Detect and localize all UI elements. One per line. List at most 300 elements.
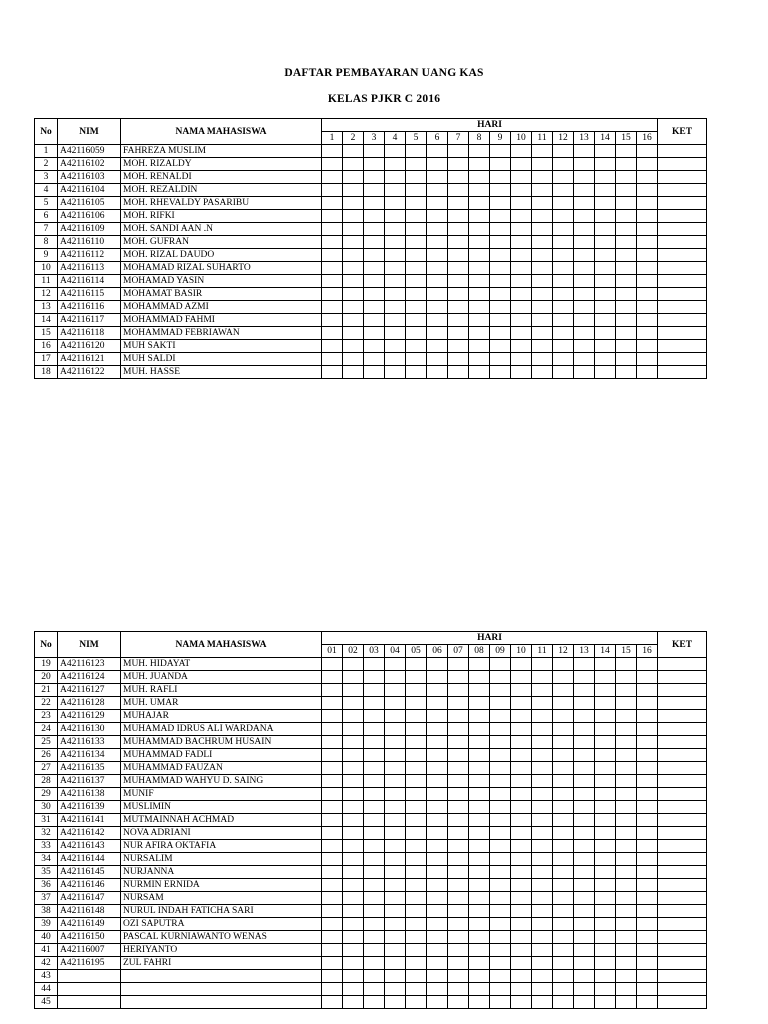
payment-cell (511, 288, 532, 301)
payment-cell (616, 340, 637, 353)
payment-cell (595, 366, 616, 379)
day-header: 16 (637, 645, 658, 658)
payment-cell (532, 684, 553, 697)
payment-cell (595, 327, 616, 340)
payment-cell (469, 892, 490, 905)
row-no: 44 (35, 983, 58, 996)
payment-cell (448, 983, 469, 996)
payment-cell (595, 905, 616, 918)
payment-cell (469, 996, 490, 1009)
payment-cell (532, 866, 553, 879)
payment-cell (595, 314, 616, 327)
payment-cell (322, 827, 343, 840)
payment-cell (616, 262, 637, 275)
payment-cell (616, 736, 637, 749)
payment-cell (595, 223, 616, 236)
payment-cell (322, 775, 343, 788)
payment-cell (427, 892, 448, 905)
row-no: 10 (35, 262, 58, 275)
row-nama: MOH. RHEVALDY PASARIBU (121, 197, 322, 210)
payment-cell (469, 749, 490, 762)
payment-cell (490, 905, 511, 918)
payment-cell (385, 697, 406, 710)
payment-cell (385, 931, 406, 944)
day-header: 1 (322, 132, 343, 145)
row-no: 9 (35, 249, 58, 262)
row-nama: HERIYANTO (121, 944, 322, 957)
payment-cell (511, 944, 532, 957)
payment-cell (322, 723, 343, 736)
row-nim: A42116117 (58, 314, 121, 327)
payment-cell (406, 249, 427, 262)
ket-cell (658, 288, 707, 301)
table-row (35, 801, 707, 814)
payment-cell (406, 684, 427, 697)
payment-cell (406, 262, 427, 275)
row-nama: MUH SALDI (121, 353, 322, 366)
payment-cell (532, 171, 553, 184)
row-nama: MUSLIMIN (121, 801, 322, 814)
payment-cell (322, 983, 343, 996)
payment-cell (385, 775, 406, 788)
payment-cell (511, 340, 532, 353)
row-no: 32 (35, 827, 58, 840)
row-nim: A42116127 (58, 684, 121, 697)
payment-cell (469, 184, 490, 197)
payment-cell (616, 827, 637, 840)
payment-cell (364, 840, 385, 853)
payment-cell (364, 970, 385, 983)
payment-cell (595, 814, 616, 827)
payment-cell (427, 801, 448, 814)
payment-cell (637, 184, 658, 197)
row-nama: NURSALIM (121, 853, 322, 866)
payment-cell (322, 210, 343, 223)
payment-cell (364, 145, 385, 158)
table-row (35, 145, 707, 158)
row-no: 35 (35, 866, 58, 879)
payment-cell (385, 762, 406, 775)
payment-cell (322, 788, 343, 801)
payment-cell (448, 340, 469, 353)
payment-cell (490, 970, 511, 983)
table-row (35, 736, 707, 749)
payment-cell (511, 970, 532, 983)
payment-cell (406, 340, 427, 353)
payment-cell (490, 931, 511, 944)
payment-cell (343, 970, 364, 983)
ket-cell (658, 905, 707, 918)
payment-cell (511, 658, 532, 671)
payment-cell (469, 353, 490, 366)
payment-cell (406, 710, 427, 723)
payment-cell (532, 801, 553, 814)
payment-cell (553, 223, 574, 236)
payment-cell (595, 853, 616, 866)
payment-cell (427, 340, 448, 353)
payment-cell (322, 314, 343, 327)
payment-cell (385, 853, 406, 866)
payment-cell (574, 983, 595, 996)
payment-cell (511, 684, 532, 697)
payment-cell (427, 184, 448, 197)
payment-cell (532, 931, 553, 944)
row-nim: A42116115 (58, 288, 121, 301)
row-nama: MOHAMAD RIZAL SUHARTO (121, 262, 322, 275)
payment-cell (553, 788, 574, 801)
payment-cell (469, 866, 490, 879)
payment-cell (553, 158, 574, 171)
table-row (35, 658, 707, 671)
payment-cell (406, 171, 427, 184)
ket-cell (658, 210, 707, 223)
payment-cell (490, 275, 511, 288)
payment-cell (553, 184, 574, 197)
payment-cell (532, 314, 553, 327)
payment-cell (574, 171, 595, 184)
payment-cell (574, 684, 595, 697)
payment-cell (322, 353, 343, 366)
payment-cell (574, 775, 595, 788)
day-header: 14 (595, 645, 616, 658)
payment-cell (574, 762, 595, 775)
payment-cell (532, 918, 553, 931)
payment-cell (595, 723, 616, 736)
payment-cell (343, 762, 364, 775)
payment-cell (322, 970, 343, 983)
payment-cell (574, 210, 595, 223)
row-nim: A42116147 (58, 892, 121, 905)
payment-cell (532, 145, 553, 158)
payment-cell (322, 288, 343, 301)
day-header: 11 (532, 132, 553, 145)
row-nama: MUHAMMAD FADLI (121, 749, 322, 762)
payment-cell (364, 671, 385, 684)
payment-cell (364, 171, 385, 184)
payment-cell (406, 210, 427, 223)
ket-cell (658, 866, 707, 879)
payment-cell (490, 366, 511, 379)
payment-cell (637, 905, 658, 918)
ket-cell (658, 236, 707, 249)
payment-cell (364, 223, 385, 236)
row-nim: A42116121 (58, 353, 121, 366)
payment-cell (322, 158, 343, 171)
payment-cell (322, 814, 343, 827)
payment-cell (448, 905, 469, 918)
payment-cell (364, 314, 385, 327)
payment-cell (616, 210, 637, 223)
payment-cell (343, 158, 364, 171)
table-row (35, 996, 707, 1009)
payment-cell (574, 327, 595, 340)
row-nama: PASCAL KURNIAWANTO WENAS (121, 931, 322, 944)
payment-cell (322, 171, 343, 184)
payment-cell (343, 184, 364, 197)
payment-cell (385, 944, 406, 957)
ket-cell (658, 723, 707, 736)
payment-cell (532, 996, 553, 1009)
table-row (35, 327, 707, 340)
payment-cell (469, 970, 490, 983)
payment-cell (406, 723, 427, 736)
payment-cell (448, 327, 469, 340)
row-no: 31 (35, 814, 58, 827)
day-header: 2 (343, 132, 364, 145)
payment-cell (490, 301, 511, 314)
payment-cell (511, 814, 532, 827)
ket-cell (658, 970, 707, 983)
ket-cell (658, 145, 707, 158)
payment-cell (322, 262, 343, 275)
payment-cell (427, 866, 448, 879)
payment-cell (490, 879, 511, 892)
payment-cell (364, 262, 385, 275)
payment-cell (343, 301, 364, 314)
payment-cell (595, 970, 616, 983)
row-nim: A42116138 (58, 788, 121, 801)
payment-cell (322, 944, 343, 957)
payment-cell (490, 788, 511, 801)
payment-cell (343, 710, 364, 723)
payment-cell (490, 892, 511, 905)
payment-cell (406, 366, 427, 379)
payment-cell (385, 866, 406, 879)
payment-cell (637, 697, 658, 710)
table-row (35, 944, 707, 957)
table-row (35, 762, 707, 775)
row-no: 37 (35, 892, 58, 905)
payment-cell (637, 879, 658, 892)
payment-cell (343, 658, 364, 671)
ket-cell (658, 171, 707, 184)
payment-cell (364, 749, 385, 762)
payment-cell (595, 671, 616, 684)
payment-cell (469, 853, 490, 866)
payment-cell (469, 197, 490, 210)
payment-cell (637, 710, 658, 723)
payment-cell (406, 775, 427, 788)
payment-cell (490, 262, 511, 275)
row-nim: A42116123 (58, 658, 121, 671)
payment-cell (574, 697, 595, 710)
payment-cell (448, 879, 469, 892)
ket-cell (658, 314, 707, 327)
payment-cell (490, 801, 511, 814)
payment-cell (343, 749, 364, 762)
payment-cell (427, 853, 448, 866)
row-nama: MOH. RIZAL DAUDO (121, 249, 322, 262)
payment-cell (553, 171, 574, 184)
payment-cell (616, 788, 637, 801)
row-no: 41 (35, 944, 58, 957)
payment-cell (616, 684, 637, 697)
payment-cell (427, 957, 448, 970)
payment-cell (616, 236, 637, 249)
payment-cell (574, 957, 595, 970)
row-nama: NURMIN ERNIDA (121, 879, 322, 892)
payment-cell (406, 970, 427, 983)
payment-cell (427, 749, 448, 762)
payment-cell (427, 814, 448, 827)
row-nim: A42116118 (58, 327, 121, 340)
payment-cell (364, 288, 385, 301)
payment-cell (448, 957, 469, 970)
ket-cell (658, 301, 707, 314)
payment-cell (385, 723, 406, 736)
payment-cell (469, 801, 490, 814)
payment-cell (616, 762, 637, 775)
payment-cell (511, 710, 532, 723)
payment-cell (406, 905, 427, 918)
payment-cell (511, 801, 532, 814)
payment-cell (343, 262, 364, 275)
payment-cell (448, 723, 469, 736)
payment-cell (490, 158, 511, 171)
row-no: 17 (35, 353, 58, 366)
table-row (35, 340, 707, 353)
payment-cell (469, 684, 490, 697)
payment-cell (532, 736, 553, 749)
payment-cell (406, 827, 427, 840)
row-nim: A42116139 (58, 801, 121, 814)
payment-cell (616, 775, 637, 788)
payment-cell (469, 983, 490, 996)
payment-cell (616, 970, 637, 983)
payment-cell (364, 788, 385, 801)
day-header: 08 (469, 645, 490, 658)
payment-cell (448, 931, 469, 944)
row-nama: MUH. HIDAYAT (121, 658, 322, 671)
payment-cell (322, 840, 343, 853)
payment-cell (385, 288, 406, 301)
payment-cell (574, 366, 595, 379)
payment-cell (595, 879, 616, 892)
payment-cell (532, 983, 553, 996)
payment-cell (406, 866, 427, 879)
payment-cell (553, 236, 574, 249)
row-nim: A42116135 (58, 762, 121, 775)
payment-cell (637, 801, 658, 814)
day-header: 15 (616, 132, 637, 145)
payment-table-2 (34, 631, 707, 1009)
ket-cell (658, 814, 707, 827)
payment-cell (343, 801, 364, 814)
payment-cell (385, 262, 406, 275)
table-row (35, 671, 707, 684)
payment-cell (616, 957, 637, 970)
ket-cell (658, 249, 707, 262)
payment-cell (637, 853, 658, 866)
payment-cell (427, 983, 448, 996)
payment-cell (469, 723, 490, 736)
payment-cell (616, 249, 637, 262)
payment-cell (448, 918, 469, 931)
payment-cell (427, 918, 448, 931)
payment-cell (574, 918, 595, 931)
payment-cell (490, 314, 511, 327)
payment-cell (595, 775, 616, 788)
day-header: 10 (511, 645, 532, 658)
payment-cell (385, 210, 406, 223)
payment-cell (574, 931, 595, 944)
payment-cell (385, 275, 406, 288)
payment-cell (553, 853, 574, 866)
payment-cell (490, 340, 511, 353)
payment-cell (553, 314, 574, 327)
payment-cell (616, 658, 637, 671)
payment-cell (490, 775, 511, 788)
payment-cell (448, 262, 469, 275)
payment-cell (595, 262, 616, 275)
row-no: 22 (35, 697, 58, 710)
payment-cell (637, 749, 658, 762)
row-nama: MUNIF (121, 788, 322, 801)
payment-cell (490, 236, 511, 249)
table-row (35, 697, 707, 710)
payment-cell (532, 158, 553, 171)
payment-cell (322, 879, 343, 892)
table-row (35, 775, 707, 788)
day-header: 04 (385, 645, 406, 658)
payment-cell (469, 210, 490, 223)
payment-cell (511, 996, 532, 1009)
row-nim (58, 970, 121, 983)
payment-cell (553, 145, 574, 158)
payment-cell (511, 327, 532, 340)
payment-cell (637, 158, 658, 171)
row-no: 5 (35, 197, 58, 210)
row-nama: MOHAMMAD FAHMI (121, 314, 322, 327)
row-nim: A42116195 (58, 957, 121, 970)
payment-cell (343, 996, 364, 1009)
payment-cell (322, 223, 343, 236)
payment-cell (343, 223, 364, 236)
payment-cell (553, 684, 574, 697)
ket-cell (658, 658, 707, 671)
row-nim (58, 983, 121, 996)
ket-cell (658, 736, 707, 749)
payment-cell (427, 931, 448, 944)
row-nim: A42116134 (58, 749, 121, 762)
payment-cell (616, 801, 637, 814)
payment-cell (385, 814, 406, 827)
payment-cell (595, 697, 616, 710)
class-subtitle: KELAS PJKR C 2016 (327, 93, 441, 105)
payment-cell (427, 249, 448, 262)
payment-cell (490, 145, 511, 158)
table-row (35, 723, 707, 736)
payment-cell (364, 827, 385, 840)
row-no: 39 (35, 918, 58, 931)
row-nim: A42116110 (58, 236, 121, 249)
payment-cell (469, 918, 490, 931)
payment-cell (574, 288, 595, 301)
payment-cell (637, 671, 658, 684)
payment-cell (469, 223, 490, 236)
payment-cell (469, 697, 490, 710)
payment-cell (406, 892, 427, 905)
payment-cell (469, 775, 490, 788)
payment-cell (406, 918, 427, 931)
payment-cell (469, 366, 490, 379)
day-header: 10 (511, 132, 532, 145)
payment-cell (532, 957, 553, 970)
payment-cell (574, 671, 595, 684)
payment-cell (385, 197, 406, 210)
payment-cell (469, 262, 490, 275)
payment-cell (427, 197, 448, 210)
